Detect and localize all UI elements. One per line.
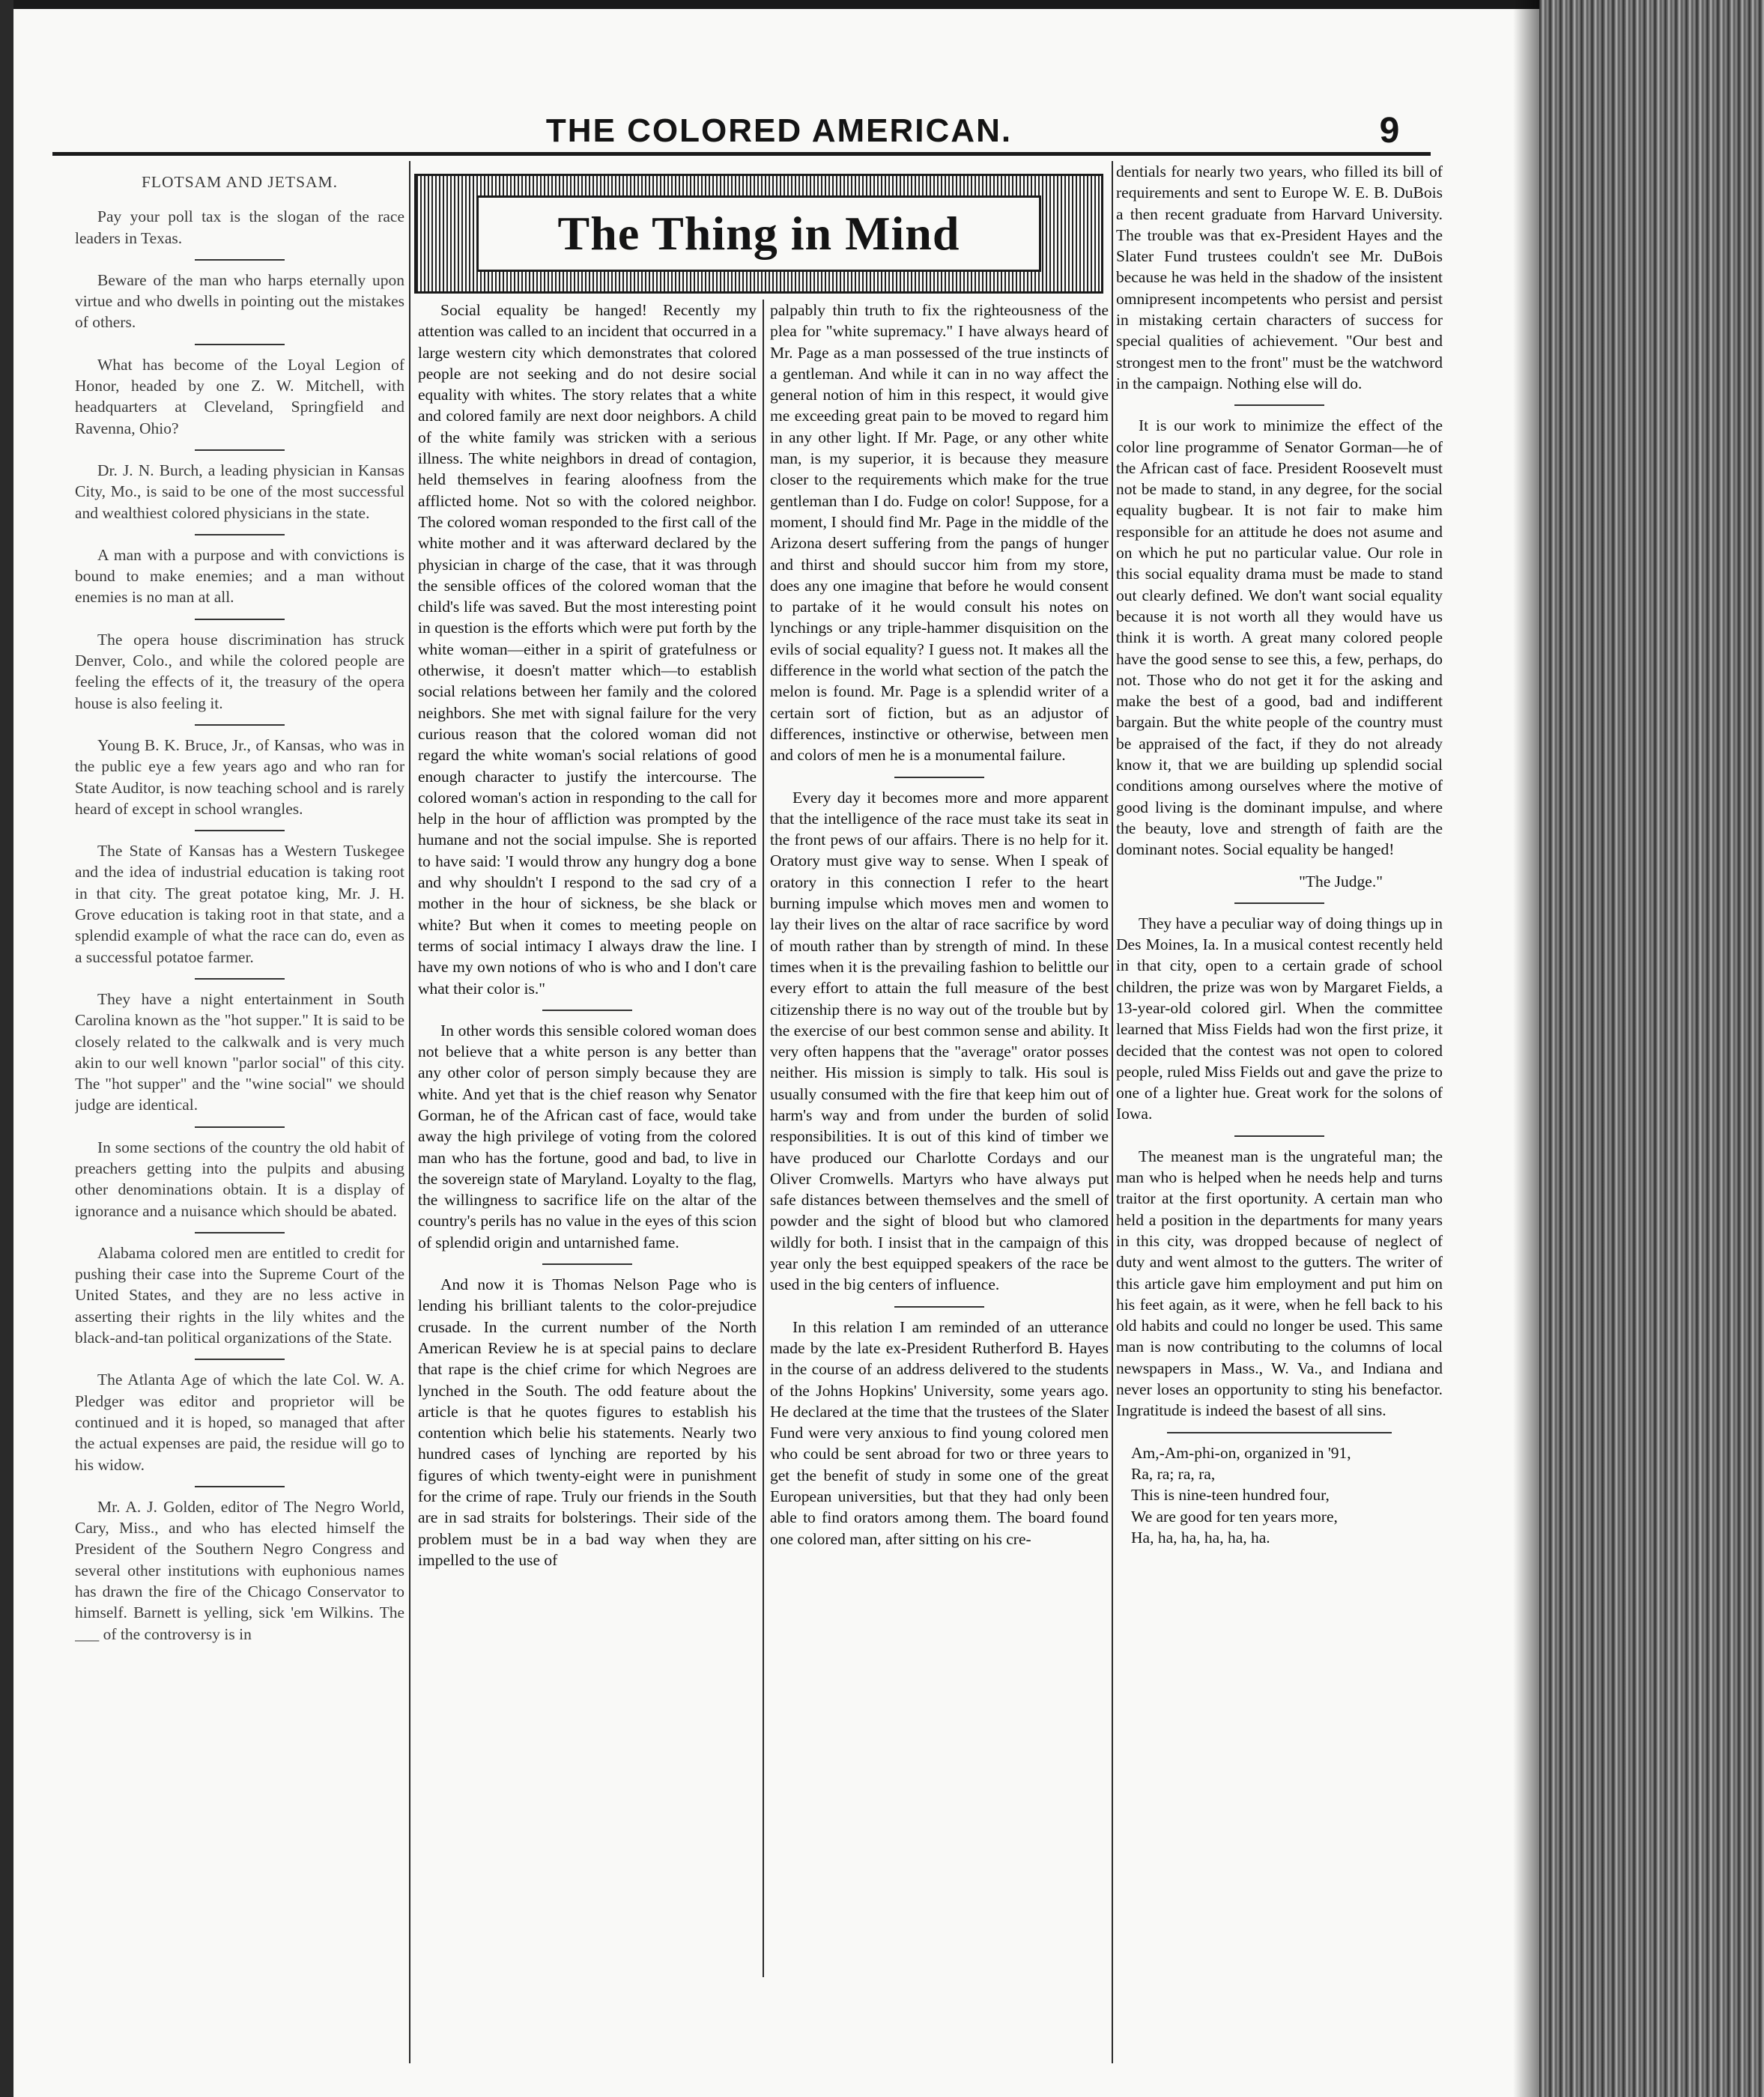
column-rule (409, 161, 410, 2063)
separator (1167, 1432, 1392, 1433)
separator (1234, 1135, 1324, 1137)
article-signature: "The Judge." (1299, 872, 1383, 890)
news-item: The Atlanta Age of which the late Col. W. A. Pledger was editor and proprietor will be continued and it is hoped, so managed that after the actual expenses are paid, the residue will go to his widow. (75, 1371, 404, 1474)
poem-line: We are good for ten years more, (1131, 1507, 1338, 1526)
news-item: The State of Kansas has a Western Tuskegee and the idea of industrial education is taking root in that city. The great potatoe king, Mr. J. H. Grove education is taking root in that state, and a splendid example of what the race can do, even as a successful potatoe farmer. (75, 842, 404, 966)
news-item: In some sections of the country the old habit of preachers getting into the pulpits and abusing other denominations obtain. It is a display of ignorance and a nuisance which should be abated. (75, 1138, 404, 1220)
article-column-4 (1116, 161, 1443, 2063)
separator (195, 449, 285, 451)
separator (195, 1126, 285, 1128)
news-item: What has become of the Loyal Legion of Honor, headed by one Z. W. Mitchell, with headquarters at Cleveland, Springfield and Ravenna, Ohio? (75, 355, 404, 437)
separator (195, 619, 285, 620)
page-number: 9 (1379, 111, 1400, 151)
separator (195, 724, 285, 726)
news-item: The opera house discrimination has struck Denver, Colo., and while the colored people are feeling the effects of it, the treasury of the opera house is also feeling it. (75, 630, 404, 712)
separator (195, 1486, 285, 1487)
poem-line: Ha, ha, ha, ha, ha, ha. (1131, 1528, 1270, 1547)
separator (195, 978, 285, 980)
article-title-panel (476, 195, 1041, 272)
article-paragraph: And now it is Thomas Nelson Page who is lending his brilliant talents to the color-prejudice crusade. In the current number of the North American Review he is at special pains to declare that rape is the chief crime for which Negroes are lynched in the South. The odd feature about the article is that he quotes figures to establish his contention which belie his statements. Nearly two hundred cases of lynching are reported by his figures of which twenty-eight were in punishment for the crime of rape. Truly our friends in the South are in sad straits for bolsterings. Their side of the problem must be in a bad way when they are impelled to the use of (418, 1275, 757, 1569)
separator (542, 1010, 632, 1011)
separator (894, 1306, 984, 1308)
book-binding-edge (1539, 0, 1764, 2097)
news-item: Dr. J. N. Burch, a leading physician in Kansas City, Mo., is said to be one of the most successful and wealthiest colored physicians in the state. (75, 461, 404, 522)
separator (195, 1359, 285, 1360)
news-item: Alabama colored men are entitled to credit for pushing their case into the Supreme Court of the United States, and they are no less active in asserting their rights in the lily whites and the black-and-tan political organizations of the State. (75, 1243, 404, 1347)
separator (542, 1263, 632, 1265)
page-header (60, 112, 1423, 150)
news-item: They have a night entertainment in South Carolina known as the "hot supper." It is said to be closely related to the calkwalk and is very much akin to our well known "parlor social" of this city. The "hot supper" and the "wine social" we should judge are identical. (75, 989, 404, 1114)
poem (1131, 1442, 1443, 1548)
separator (195, 534, 285, 535)
separator (894, 777, 984, 778)
column-flotsam-and-jetsam (75, 161, 404, 2063)
separator (195, 830, 285, 831)
column-heading: FLOTSAM AND JETSAM. (141, 173, 339, 191)
article-paragraph: In this relation I am reminded of an utterance made by the late ex-President Rutherford B. Hayes in the course of an address delivered to the students of the Johns Hopkins' University, some years ago. He declared at the time that the trustees of the Slater Fund were very anxious to find young colored men who could be sent abroad for two or three years to get the benefit of study in some one of the great European universities, but that they had only been able to find orators among them. The board found one colored man, after sitting on his cre- (770, 1317, 1109, 1548)
masthead: THE COLORED AMERICAN. (545, 112, 1013, 149)
news-item: They have a peculiar way of doing things up in Des Moines, Ia. In a musical contest recently held in that city, open to a certain grade of school children, the prize was won by Margaret Fields, a 13-year-old colored girl. When the committee learned that Miss Fields had won the first prize, it decided that the contest was not open to colored people, ruled Miss Fields out and gave the prize to one of a lighter hue. Great work for the solons of Iowa. (1116, 914, 1443, 1123)
article-paragraph: dentials for nearly two years, who filled its bill of requirements and sent to Europe W. E. B. DuBois a then recent graduate from Harvard University. The trouble was that ex-President Hayes and the Slater Fund trustees couldn't see Mr. DuBois because he was held in the shadow of the insistent omnipresent incompetents who persist and persist in mistaking certain characters of success for special qualities of achievement. "Our best and strongest men to the front" must be the watchword in the campaign. Nothing else will do. (1116, 163, 1443, 392)
article-paragraph: Social equality be hanged! Recently my attention was called to an incident that occurred in a large western city which demonstrates that colored people are not seeking and do not desire social equality with whites. The story relates that a white and colored family are next door neighbors. A child of the white family was stricken with a serious illness. The white neighbors in dread of contagion, held themselves in fearing aloofness from the afflicted home. Not so with the colored neighbor. The colored woman responded to the first call of the white mother and it was afterward declared by the physician in charge of the case, that it was through the sensible offices of the colored woman that the child's life was saved. But the most interesting point in question is the efforts which were put forth by the white woman—either in a spirit of gratefulness or otherwise, it doesn't matter which—to establish social relations between her family and the colored neighbors. She met with signal failure for the very curious reason that the colored woman did not regard the white woman's social relations of good enough character to justify the intercourse. The colored woman's action in responding to the call for help in the hour of affliction was prompted by the humane and not the social impulse. She is reported to have said: 'I would throw any hungry dog a bone and why shouldn't I respond to the sad cry of a mother in the hour of sickness, be she black or white? But when it comes to meeting people on terms of social intimacy I always draw the line. I have my own notions of who is who and I don't care what their color is." (418, 301, 757, 998)
article-column-3 (770, 300, 1109, 1970)
article-paragraph: It is our work to minimize the effect of the color line programme of Senator Gorman—he of the African cast of face. President Roosevelt must not be made to stand, in any degree, for the social equality bugbear. It is not fair to make him responsible for an attitude he does not asume and on which he put no particular value. Our role in this social equality drama must be made to stand out clearly defined. We don't want social equality because it is not worth all they would have us think it is worth. A great many colored people have the good sense to see this, a few, perhaps, do not. Those who do not get it for the asking and make the best of a good, bad and indifferent bargain. But the white people of the country must be appraised of the fact, if they do not already know it, that we are building up splendid social conditions among ourselves where the motive of good living is the dominant impulse, and where the beauty, love and strength of faith are the dominant notes. Social equality be hanged! (1116, 416, 1443, 859)
column-rule (1112, 161, 1113, 2063)
column-rule (763, 300, 764, 1977)
article-paragraph: In other words this sensible colored woman does not believe that a white person is any better than any other color of person simply because they are white. And yet that is the chief reason why Senator Gorman, he of the African cast of face, would take away the high privilege of voting from the colored man who has the fortune, good and bad, to live in the sovereign state of Maryland. Loyalty to the flag, the willingness to sacrifice life on the altar of the country's perils has no value in the eyes of this scion of splendid origin and untarnished fame. (418, 1021, 757, 1251)
separator (1234, 404, 1324, 406)
scan-left-edge (0, 0, 13, 2097)
article-title-box (414, 174, 1103, 294)
header-rule (52, 152, 1431, 156)
poem-line: This is nine-teen hundred four, (1131, 1486, 1330, 1505)
news-item: The meanest man is the ungrateful man; the man who is helped when he needs help and turns traitor at the first oportunity. A certain man who held a position in the departments for many years in this city, was dropped because of neglect of duty and went almost to the gutters. The writer of this article gave him employment and put him on his feet again, as it were, when he fell back to his old habits and could no longer be used. This same man is now contributing to the columns of local newspapers in Mass., W. Va., and Indiana and never loses an opportunity to sting his benefactor. Ingratitude is indeed the basest of all sins. (1116, 1147, 1443, 1420)
binding-shadow (1513, 0, 1539, 2097)
article-paragraph: Every day it becomes more and more apparent that the intelligence of the race must take its seat in the front pews of our affairs. There is no help for it. Oratory must give way to sense. When I speak of oratory in this connection I refer to the heart burning impulse which moves men and women to lay their lives on the altar of race sacrifice by word of mouth rather than by strength of mind. In these times when it is the prevailing fashion to belittle our every effort to attain the full measure of the best citizenship there is no way out of the trouble but by the exercise of our best common sense and ability. It very often happens that the "average" orator posses neither. His mission is simply to talk. His soul is usually consumed with the fire that keep him out of harm's way and from under the burden of solid responsibilities. It is out of this kind of timber we have produced our Charlotte Cordays and our Oliver Cromwells. Martyrs who have always put safe distances between themselves and the smell of powder and the sight of blood but who clamored wildly for both. I insist that in the campaign of this year only the best equipped speakers of the race be used in the big centers of influence. (770, 788, 1109, 1294)
separator (1234, 902, 1324, 904)
poem-line: Am,-Am-phi-on, organized in '91, (1131, 1443, 1351, 1462)
separator (195, 1232, 285, 1233)
news-item: Young B. K. Bruce, Jr., of Kansas, who was in the public eye a few years ago and who ran for State Auditor, is now teaching school and is rarely heard of except in school wrangles. (75, 735, 404, 818)
separator (195, 259, 285, 261)
article-paragraph: palpably thin truth to fix the righteousness of the plea for "white supremacy." I have always heard of Mr. Page as a man possessed of the true instincts of a gentleman. And while it can in no way affect the general notion of him in this respect, it would give me exceeding great pain to be moved to regard him in any other light. If Mr. Page, or any other white man, is my superior, it is because they measure closer to the requirements which make for the true gentleman than I do. Fudge on color! Suppose, for a moment, I should find Mr. Page in the middle of the Arizona desert suffering from the pangs of hunger and thirst and should succor him from my store, does any one imagine that before he would consent to partake of it he would consult his notes on lynchings or any triple-hammer disquisition on the evils of social equality? I guess not. It makes all the difference in the world what section of the patch the melon is found. Mr. Page is a splendid writer of a certain sort of fiction, but as an adjustor of differences, instinctive or otherwise, between men and colors of men he is a monumental failure. (770, 301, 1109, 765)
scan-top-edge (0, 0, 1539, 9)
news-item: Pay your poll tax is the slogan of the race leaders in Texas. (75, 207, 404, 247)
news-item: Beware of the man who harps eternally upon virtue and who dwells in pointing out the mistakes of others. (75, 270, 404, 332)
poem-line: Ra, ra; ra, ra, (1131, 1464, 1216, 1483)
separator (195, 344, 285, 345)
news-item: Mr. A. J. Golden, editor of The Negro World, Cary, Miss., and who has elected himself the President of the Southern Negro Congress and several other institutions with euphonious names has drawn the fire of the Chicago Conservator to himself. Barnett is yelling, sick 'em Wilkins. The ___ of the controversy is in (75, 1497, 404, 1643)
article-column-2 (418, 300, 757, 1970)
article-title: The Thing in Mind (557, 207, 960, 260)
news-item: A man with a purpose and with convictions is bound to make enemies; and a man without enemies is no man at all. (75, 545, 404, 607)
